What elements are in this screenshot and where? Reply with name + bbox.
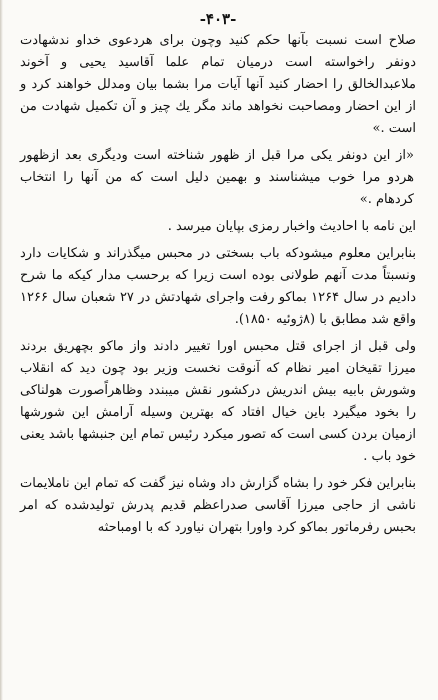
page-edge-shadow [0,0,3,700]
page-number: -۴۰۳- [199,10,237,28]
body-text [20,30,416,539]
paragraph-4: بنابراین معلوم میشودکه باب بسختی در محبس میگذراند و شکایات دارد ونسبتاً مدت آنهم طولانی بوده است زیرا که برحسب مدار کیکه ما شرح دادیم در سال ۱۲۶۴ بماکو رفت واجرای شهادتش در ۲۷ شعبان سال ۱۲۶۶ واقع شد مطابق با (۸ژوئیه ۱۸۵۰). [20,246,416,327]
paragraph-1: صلاح است نسبت بآنها حکم کنید وچون برای هردعوی خداو ندشهادت دونفر راخواسته است درمیان تمام علما آقاسید یحیی و آخوند ملاعبدالخالق را احضار کنید آنها آیات مرا بشما بیان ومدلل خواهند کرد و از این احضار ومصاحبت نخواهد ماند مگر یك چیز و آن تکمیل شهادت من است .» [20,33,417,136]
paragraph-2-quote: «از این دونفر یکی مرا قبل از ظهور شناخته است ودیگری بعد ازظهور هردو مرا خوب میشناسند و بهمین دلیل است که من آنها را انتخاب کردهام .» [20,148,414,207]
paragraph-6: بنابراین فکر خود را بشاه گزارش داد وشاه نیز گفت که تمام این ناملایمات ناشی از حاجی میرزا آقاسی صدراعظم قدیم پدرش تولیدشده که امر بحبس رفرماتور بماکو کرد واورا بتهران نیاورد که با اومباحثه [20,476,416,535]
paragraph-3: این نامه با احادیث واخبار رمزی بپایان میرسد . [167,219,416,234]
paragraph-5: ولی قبل از اجرای قتل محبس اورا تغییر دادند واز ماکو بچهریق بردند میرزا تقیخان امیر نظام که آنوقت نخست وزیر بود چون دید که انقلاب وشورش بابیه بیش اندریش درکشور نقش میبندد وظاهراًصورت هولناکی را بخود میگیرد باین خیال افتاد که بهترین وسیله آرامش این شورشها ازمیان بردن کسی است که تصور میکرد رئیس تمام این جنبشها باشد یعنی خود باب . [20,339,416,464]
